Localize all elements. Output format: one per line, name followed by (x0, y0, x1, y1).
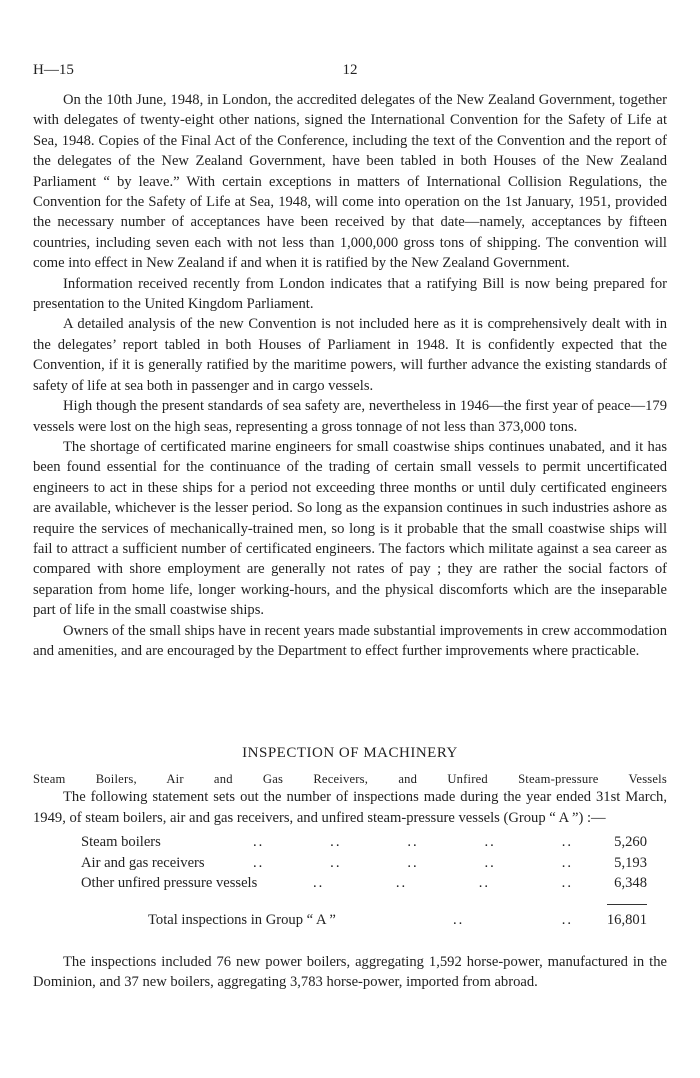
table-row (33, 875, 667, 896)
leader-dots: .. .. .. .. .. (253, 854, 573, 871)
paragraph-engineer-shortage: The shortage of certificated marine engineers for small coastwise ships continues unabated, and it has been found essential for the continuance of the trading of certain small vessels to permit uncertificated engineers to act in these ships for a period not exceeding three months or until duly certificated engineers are available, whichever is the lesser period. So long as the expansion continues in such industries ashore as require the services of mechanically-trained men, so long is it probable that the small coastwise ships will fail to attract a sufficient number of certificated engineers. The factors which militate against a sea career as compared with shore employment are generally not rates of pay ; they are rather the social factors of separation from home life, longer working-hours, and the physical discomforts which are the inseparable part of life in the small coastwise ships. (33, 438, 667, 619)
row-label: Steam boilers (81, 834, 161, 851)
section-closing: The inspections included 76 new power boilers, aggregating 1,592 horse-power, manufactured in the Dominion, and 37 new boilers, aggregating 3,783 horse-power, imported from abroad. (33, 953, 667, 991)
leader-dots: .. .. .. .. .. (253, 834, 573, 851)
table-row (33, 834, 667, 855)
table-row (33, 855, 667, 876)
paragraph-sea-safety: High though the present standards of sea safety are, nevertheless in 1946—the first year of peace—179 vessels were lost on the high seas, representing a gross tonnage of not less than 373,000 tons. (33, 398, 667, 435)
total-value: 16,801 (606, 911, 647, 928)
leader-dots: .. .. .. .. (313, 875, 573, 892)
row-value: 5,260 (614, 834, 647, 851)
paragraph-owners: Owners of the small ships have in recent years made substantial improvements in crew accommodation and amenities, and are encouraged by the Department to effect further improvements where practicable. (33, 622, 667, 659)
section-heading: INSPECTION OF MACHINERY (242, 745, 458, 762)
total-rule (607, 904, 647, 905)
document-page (33, 0, 667, 993)
page-reference: H—15 (33, 62, 74, 78)
section-subheading: Steam Boilers, Air and Gas Receivers, and Unfired Steam-pressure Vessels (33, 772, 667, 787)
total-label: Total inspections in Group “ A ” (148, 911, 336, 928)
total-row (33, 912, 667, 938)
row-label: Other unfired pressure vessels (81, 875, 258, 892)
row-value: 6,348 (614, 875, 647, 892)
section-intro: The following statement sets out the number of inspections made during the year ended 31st March, 1949, of steam boilers, air and gas receivers, and unfired steam-pressure vessels (Group “ A ”) :— (33, 789, 667, 826)
inspection-table (33, 834, 667, 938)
page-header (33, 0, 667, 90)
leader-dots: .. .. (453, 911, 573, 928)
row-label: Air and gas receivers (81, 854, 205, 871)
page-number: 12 (342, 62, 358, 78)
total-rule-row (33, 896, 667, 912)
row-value: 5,193 (614, 854, 647, 871)
paragraph-ratifying-bill: Information received recently from London indicates that a ratifying Bill is now being prepared for presentation to the United Kingdom Parliament. (33, 275, 667, 313)
paragraph-convention: On the 10th June, 1948, in London, the accredited delegates of the New Zealand Government, together with delegates of twenty-eight other nations, signed the International Convention for the Safety of Life at Sea, 1948. Copies of the Final Act of the Conference, including the text of the Convention and the report of the delegates of the New Zealand Government, have been tabled in both Houses of the New Zealand Parliament “ by leave.” With certain exceptions in matters of International Collision Regulations, the Convention for the Safety of Life at Sea, 1948, will come into operation on the 1st January, 1951, provided the necessary number of acceptances have been received by that date—namely, acceptances by fifteen countries, including seven each with not less than 1,000,000 gross tons of shipping. The convention will come into effect in New Zealand if and when it is ratified by the New Zealand Government. (33, 92, 667, 272)
paragraph-analysis: A detailed analysis of the new Convention is not included here as it is comprehensively dealt with in the delegates’ report tabled in both Houses of Parliament in 1948. It is confidently expected that the Convention, if it is generally ratified by the maritime powers, will further advance the existing standards of safety of life at sea both in passenger and in cargo vessels. (33, 316, 667, 394)
